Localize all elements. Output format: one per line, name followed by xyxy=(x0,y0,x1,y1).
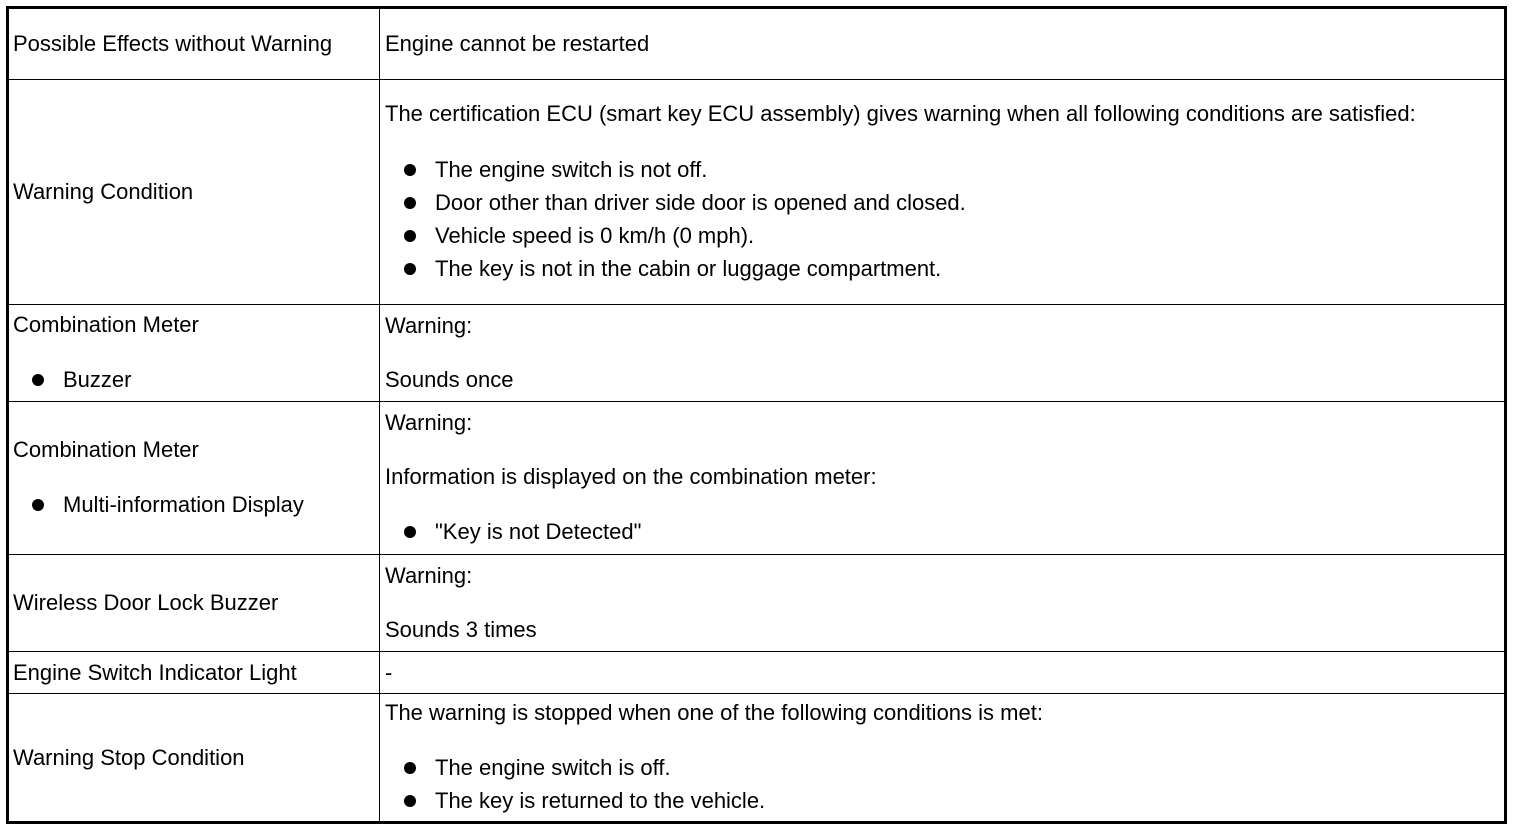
row-label-text: Combination Meter xyxy=(13,436,199,462)
list-item xyxy=(385,785,1500,818)
row-value-heading: Warning: xyxy=(385,409,473,435)
row-value-text: Sounds 3 times xyxy=(385,617,537,642)
table-row xyxy=(8,652,1506,694)
bullet-icon xyxy=(404,263,416,275)
list-item-text: Door other than driver side door is opened and closed. xyxy=(435,189,966,215)
row-value xyxy=(380,8,1506,80)
row-value-text: Engine cannot be restarted xyxy=(385,31,650,56)
table-row xyxy=(8,402,1506,555)
row-label-text: Possible Effects without Warning xyxy=(13,31,333,56)
table-row xyxy=(8,555,1506,652)
list-item-text: "Key is not Detected" xyxy=(435,519,642,544)
list-item-text: Buzzer xyxy=(63,367,132,392)
list-item-text: The key is not in the cabin or luggage compartment. xyxy=(435,255,942,281)
list-item-text: Vehicle speed is 0 km/h (0 mph). xyxy=(435,222,755,248)
list-item xyxy=(385,252,1500,285)
row-label xyxy=(8,8,380,80)
row-label xyxy=(8,305,380,402)
list-item xyxy=(385,153,1500,186)
row-label-text: Combination Meter xyxy=(13,311,199,337)
row-label xyxy=(8,694,380,823)
row-label-text: Warning Stop Condition xyxy=(13,744,245,770)
row-label xyxy=(8,555,380,652)
row-label-text: Warning Condition xyxy=(13,179,194,204)
list-item xyxy=(385,516,1500,549)
list-item xyxy=(385,219,1500,252)
row-intro-text: The certification ECU (smart key ECU assembly) gives warning when all following conditions are satisfied: xyxy=(385,101,1416,126)
row-value xyxy=(380,555,1506,652)
bullet-icon xyxy=(404,230,416,242)
list-item-text: Multi-information Display xyxy=(63,492,304,517)
table-row xyxy=(8,305,1506,402)
list-item xyxy=(385,186,1500,219)
list-item-text: The engine switch is not off. xyxy=(435,156,708,182)
row-label-text: Engine Switch Indicator Light xyxy=(13,659,297,685)
row-intro-text: The warning is stopped when one of the following conditions is met: xyxy=(385,699,1043,725)
row-value xyxy=(380,402,1506,555)
list-item-text: The engine switch is off. xyxy=(435,755,671,780)
list-item xyxy=(13,364,375,397)
list-item xyxy=(13,489,375,522)
row-label xyxy=(8,402,380,555)
row-value-text: Information is displayed on the combination meter: xyxy=(385,463,877,489)
table-row xyxy=(8,8,1506,80)
table-row xyxy=(8,80,1506,305)
row-label-text: Wireless Door Lock Buzzer xyxy=(13,590,279,615)
warning-spec-table xyxy=(6,6,1507,824)
row-label xyxy=(8,80,380,305)
bullet-icon xyxy=(404,762,416,774)
bullet-icon xyxy=(32,499,44,511)
row-value-text: Sounds once xyxy=(385,367,514,392)
row-value xyxy=(380,305,1506,402)
bullet-icon xyxy=(404,526,416,538)
row-value xyxy=(380,694,1506,823)
bullet-icon xyxy=(404,164,416,176)
row-value-heading: Warning: xyxy=(385,313,473,338)
list-item-text: The key is returned to the vehicle. xyxy=(435,788,766,813)
bullet-icon xyxy=(32,374,44,386)
row-value xyxy=(380,80,1506,305)
row-value xyxy=(380,652,1506,694)
row-label xyxy=(8,652,380,694)
bullet-icon xyxy=(404,197,416,209)
list-item xyxy=(385,752,1500,785)
bullet-icon xyxy=(404,795,416,807)
row-value-heading: Warning: xyxy=(385,563,473,588)
table-row xyxy=(8,694,1506,823)
row-value-text: - xyxy=(385,659,393,685)
